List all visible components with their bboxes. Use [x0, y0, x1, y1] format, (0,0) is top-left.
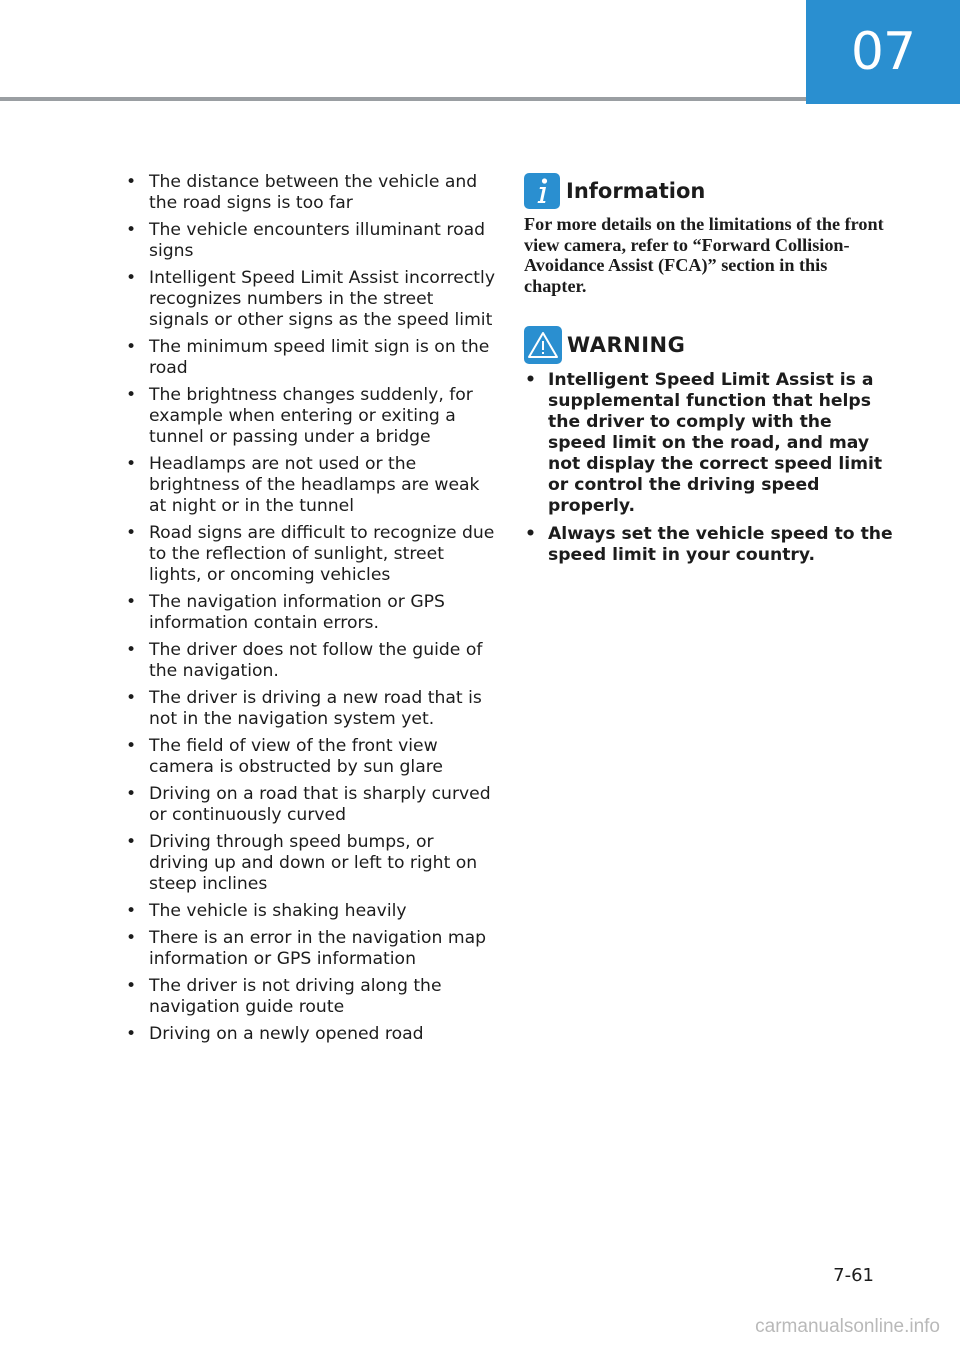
information-title: Information — [566, 179, 706, 203]
limitation-item: • The vehicle is shaking heavily — [125, 901, 495, 922]
chapter-number: 07 — [850, 22, 916, 82]
limitations-column — [125, 172, 495, 1051]
page-number: 7-61 — [833, 1265, 874, 1286]
limitation-item: • The driver is not driving along the navigation guide route — [125, 976, 495, 1018]
limitation-item: • The brightness changes suddenly, for example when entering or exiting a tunnel or passing under a bridge — [125, 385, 495, 448]
limitations-list — [125, 172, 495, 1045]
warning-header — [524, 326, 894, 364]
warning-list — [524, 370, 894, 566]
limitation-item: • Driving on a road that is sharply curved or continuously curved — [125, 784, 495, 826]
warning-triangle-icon — [524, 326, 562, 364]
warning-item: • Always set the vehicle speed to the speed limit in your country. — [524, 524, 894, 566]
limitation-item: • The vehicle encounters illuminant road signs — [125, 220, 495, 262]
limitation-item: • Road signs are difficult to recognize due to the reflection of sunlight, street lights, or oncoming vehicles — [125, 523, 495, 586]
information-body: For more details on the limitations of the front view camera, refer to “Forward Collision-Avoidance Assist (FCA)” section in this chapter. — [524, 214, 884, 296]
limitation-item: • There is an error in the navigation map information or GPS information — [125, 928, 495, 970]
warning-item: • Intelligent Speed Limit Assist is a supplemental function that helps the driver to comply with the speed limit on the road, and may not display the correct speed limit or control the driving speed properly. — [524, 370, 894, 517]
limitation-item: • The driver is driving a new road that is not in the navigation system yet. — [125, 688, 495, 730]
limitation-item: • Intelligent Speed Limit Assist incorrectly recognizes numbers in the street signals or other signs as the speed limit — [125, 268, 495, 331]
header-rule — [0, 97, 806, 101]
limitation-item: • The navigation information or GPS information contain errors. — [125, 592, 495, 634]
limitation-item: • Driving on a newly opened road — [125, 1024, 495, 1045]
chapter-tab — [806, 0, 960, 104]
limitation-item: • Headlamps are not used or the brightness of the headlamps are weak at night or in the tunnel — [125, 454, 495, 517]
warning-title: WARNING — [567, 333, 686, 357]
limitation-item: • Driving through speed bumps, or driving up and down or left to right on steep inclines — [125, 832, 495, 895]
notes-column — [524, 172, 894, 573]
information-header — [524, 172, 894, 210]
limitation-item: • The field of view of the front view camera is obstructed by sun glare — [125, 736, 495, 778]
limitation-item: • The minimum speed limit sign is on the road — [125, 337, 495, 379]
limitation-item: • The distance between the vehicle and the road signs is too far — [125, 172, 495, 214]
info-icon — [524, 173, 560, 209]
watermark: carmanualsonline.info — [755, 1316, 940, 1337]
limitation-item: • The driver does not follow the guide of the navigation. — [125, 640, 495, 682]
